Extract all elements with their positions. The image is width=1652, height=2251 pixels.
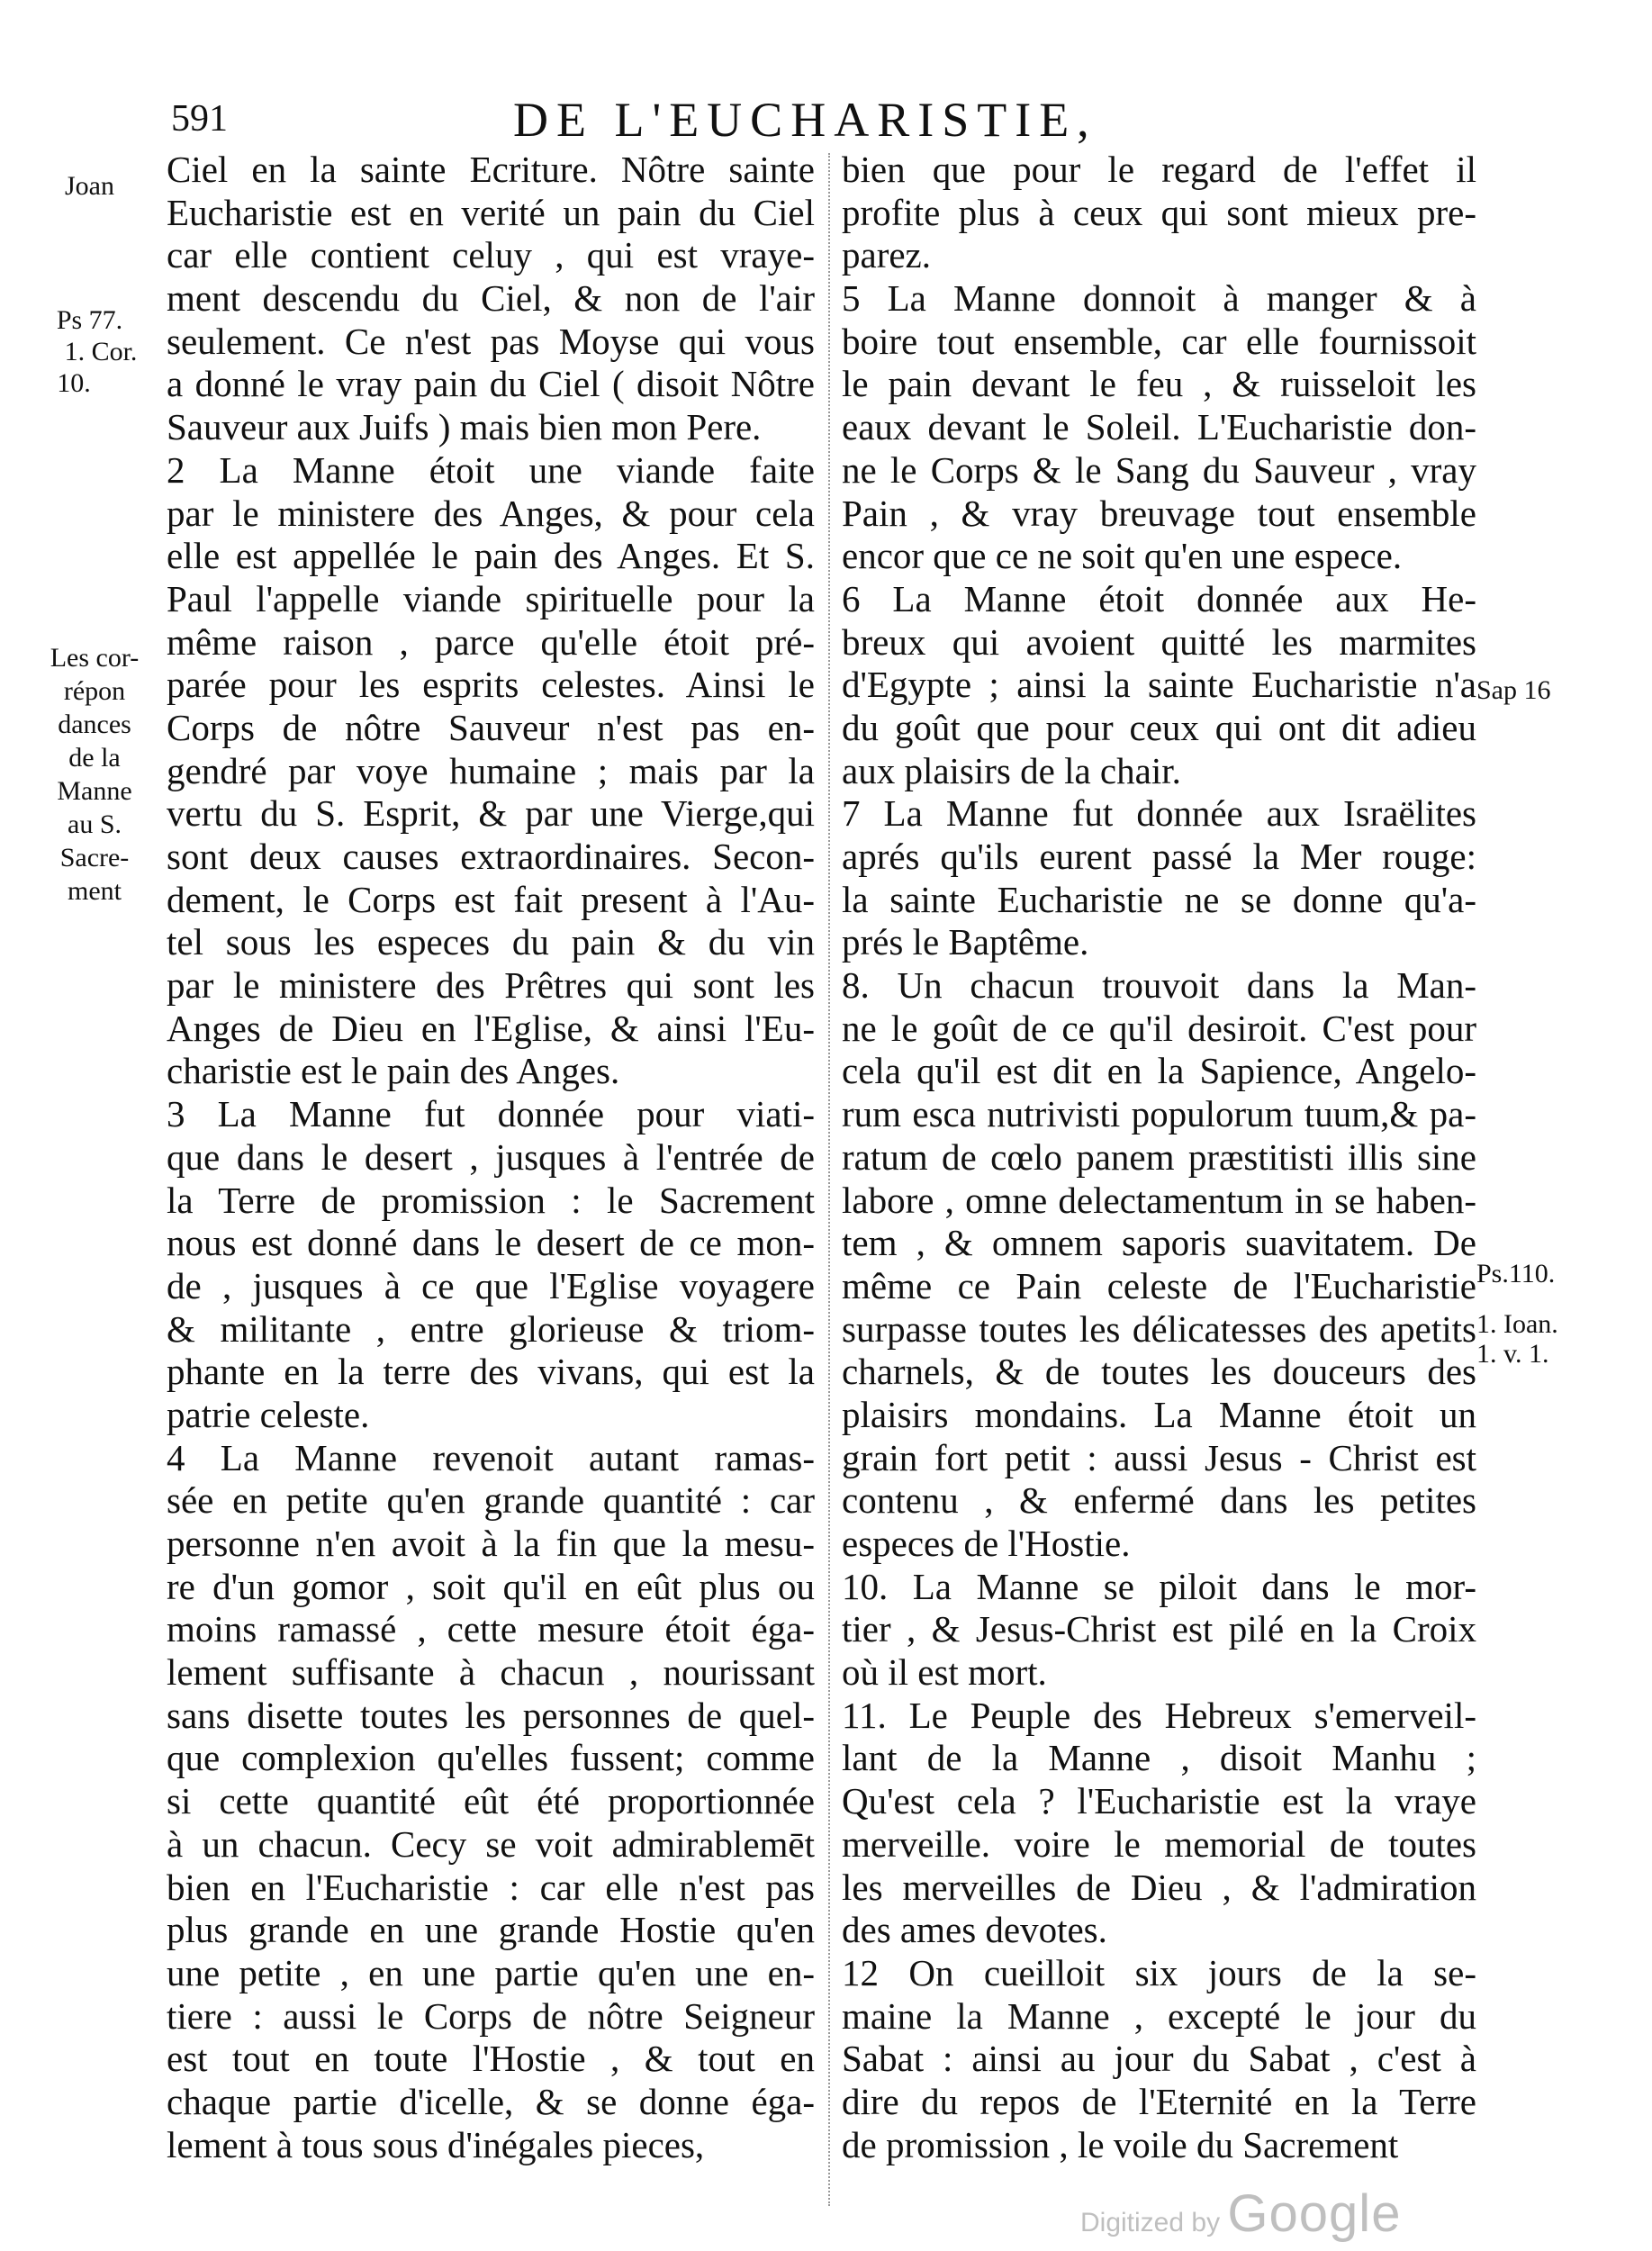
text-line: la sainte Eucharistie ne se donne qu'a- (842, 878, 1476, 920)
text-line: grain fort petit : aussi Jesus - Christ est (842, 1436, 1476, 1478)
text-line: une petite , en une partie qu'en une en- (167, 1951, 815, 1993)
text-line: plaisirs mondains. La Manne étoit un (842, 1393, 1476, 1435)
text-line: dire du repos de l'Eternité en la Terre (842, 2080, 1476, 2122)
text-line: breux qui avoient quitté les marmites (842, 620, 1476, 663)
text-line: patrie celeste. (167, 1393, 370, 1435)
text-line: Pain , & vray breuvage tout ensemble (842, 492, 1476, 534)
text-line: moins ramassé , cette mesure étoit éga- (167, 1608, 815, 1650)
text-line: merveille. voire le memorial de toutes (842, 1822, 1476, 1865)
text-line: même raison , parce qu'elle étoit pré- (167, 620, 815, 663)
text-line: bien en l'Eucharistie : car elle n'est pas (167, 1866, 815, 1908)
text-line: vertu du S. Esprit, & par une Vierge,qui (167, 792, 815, 835)
text-line: labore , omne delectamentum in se haben- (842, 1179, 1476, 1221)
watermark-brand: Google (1227, 2184, 1402, 2243)
margin-note-joan: Joan (65, 171, 114, 201)
margin-note-line: répon (63, 676, 126, 706)
text-line: cela qu'il est dit en la Sapience, Angelo- (842, 1050, 1476, 1092)
text-line: ment descendu du Ciel, & non de l'air (167, 277, 815, 320)
text-line: 10. La Manne se piloit dans le mor- (842, 1565, 1476, 1607)
text-line: 12 On cueilloit six jours de la se- (842, 1951, 1476, 1993)
text-line: charnels, & de toutes les douceurs des (842, 1351, 1476, 1393)
text-line: gendré par voye humaine ; mais par la (167, 749, 815, 791)
column-divider (828, 153, 830, 2206)
text-line: 2 La Manne étoit une viande faite (167, 448, 815, 491)
text-line: Qu'est cela ? l'Eucharistie est la vraye (842, 1780, 1476, 1822)
text-line: boire tout ensemble, car elle fournissoit (842, 320, 1476, 362)
text-line: par le ministere des Prêtres qui sont les (167, 964, 815, 1007)
margin-note-line: Les cor- (50, 643, 140, 673)
text-line: ne le Corps & le Sang du Sauveur , vray (842, 448, 1476, 491)
text-line: sont deux causes extraordinaires. Secon- (167, 836, 815, 877)
text-line: ratum de cœlo panem præstitisti illis sine (842, 1135, 1476, 1178)
left-text-column (167, 149, 815, 2166)
text-line: sée en petite qu'en grande quantité : car (167, 1479, 815, 1522)
text-line: 6 La Manne étoit donnée aux He- (842, 577, 1476, 619)
text-line: tier , & Jesus-Christ est pilé en la Croix (842, 1608, 1476, 1650)
text-line: prés le Baptême. (842, 921, 1089, 963)
text-line: même ce Pain celeste de l'Eucharistie (842, 1264, 1476, 1306)
text-line: encor que ce ne soit qu'en une espece. (842, 535, 1403, 577)
text-line: contenu , & enfermé dans les petites (842, 1479, 1476, 1522)
text-line: d'Egypte ; ainsi la sainte Eucharistie n'a (842, 664, 1476, 706)
margin-note-10: 10. (57, 368, 91, 398)
text-line: que dans le desert , jusques à l'entrée de (167, 1135, 815, 1178)
margin-note-1v1: 1. v. 1. (1476, 1339, 1549, 1369)
text-line: si cette quantité eût été proportionnée (167, 1780, 815, 1822)
text-line: nous est donné dans le desert de ce mon- (167, 1222, 815, 1264)
text-line: Eucharistie est en verité un pain du Ciel (167, 191, 815, 233)
text-line: est tout en toute l'Hostie , & tout en (167, 2038, 815, 2080)
text-line: 3 La Manne fut donnée pour viati- (167, 1093, 815, 1135)
text-line: plus grande en une grande Hostie qu'en (167, 1909, 815, 1951)
text-line: ne le goût de ce qu'il desiroit. C'est pour (842, 1007, 1476, 1049)
text-line: par le ministere des Anges, & pour cela (167, 492, 815, 534)
text-line: 4 La Manne revenoit autant ramas- (167, 1436, 815, 1478)
watermark-prefix: Digitized by (1080, 2208, 1221, 2237)
margin-note-line: de la (68, 743, 121, 773)
margin-note-line: au S. (68, 809, 122, 839)
running-title: DE L'EUCHARISTIE, (513, 93, 1097, 147)
margin-note-line: ment (68, 876, 122, 906)
text-line: Corps de nôtre Sauveur n'est pas en- (167, 706, 815, 748)
text-line: tem , & omnem saporis suavitatem. De (842, 1222, 1476, 1264)
text-line: phante en la terre des vivans, qui est la (167, 1351, 815, 1393)
text-line: Anges de Dieu en l'Eglise, & ainsi l'Eu- (167, 1007, 815, 1049)
margin-note-line: dances (58, 710, 131, 739)
page-number: 591 (171, 98, 228, 140)
text-line: des ames devotes. (842, 1909, 1107, 1951)
text-line: sans disette toutes les personnes de quel- (167, 1694, 815, 1736)
text-line: le pain devant le feu , & ruisseloit les (842, 363, 1476, 405)
text-line: aprés qu'ils eurent passé la Mer rouge: (842, 836, 1476, 877)
text-line: surpasse toutes les délicatesses des apetits (842, 1307, 1476, 1350)
text-line: 5 La Manne donnoit à manger & à (842, 277, 1476, 320)
text-line: tel sous les especes du pain & du vin (167, 921, 815, 963)
page-header (171, 93, 1494, 151)
text-line: rum esca nutrivisti populorum tuum,& pa- (842, 1093, 1476, 1135)
text-line: car elle contient celuy , qui est vraye- (167, 234, 815, 276)
text-line: la Terre de promission : le Sacrement (167, 1179, 815, 1221)
text-line: parée pour les esprits celestes. Ainsi le (167, 664, 815, 706)
text-line: parez. (842, 234, 931, 276)
text-line: eaux devant le Soleil. L'Eucharistie don- (842, 406, 1476, 448)
text-line: profite plus à ceux qui sont mieux pre- (842, 191, 1476, 233)
text-line: Sabat : ainsi au jour du Sabat , c'est à (842, 2038, 1476, 2080)
text-line: dement, le Corps est fait present à l'Au- (167, 878, 815, 920)
text-line: a donné le vray pain du Ciel ( disoit Nôtre (167, 363, 815, 405)
text-line: personne n'en avoit à la fin que la mesu- (167, 1523, 815, 1564)
text-line: re d'un gomor , soit qu'il en eût plus ou (167, 1565, 815, 1607)
text-line: 11. Le Peuple des Hebreux s'emerveil- (842, 1694, 1476, 1736)
text-line: tiere : aussi le Corps de nôtre Seigneur (167, 1994, 815, 2037)
text-line: chaque partie d'icelle, & se donne éga- (167, 2080, 815, 2122)
text-line: aux plaisirs de la chair. (842, 749, 1181, 791)
text-line: Paul l'appelle viande spirituelle pour la (167, 577, 815, 619)
text-line: lement suffisante à chacun , nourissant (167, 1651, 815, 1694)
text-line: elle est appellée le pain des Anges. Et S. (167, 535, 815, 577)
margin-note-correspondances (36, 641, 153, 908)
text-line: 8. Un chacun trouvoit dans la Man- (842, 964, 1476, 1007)
text-line: où il est mort. (842, 1651, 1047, 1694)
margin-note-ps110: Ps.110. (1476, 1259, 1556, 1288)
margin-note-line: Sacre- (59, 843, 130, 872)
text-line: à un chacun. Cecy se voit admirablemēt (167, 1822, 815, 1865)
text-line: especes de l'Hostie. (842, 1523, 1131, 1564)
margin-note-ps77: Ps 77. (56, 305, 123, 335)
digitized-watermark (1080, 2183, 1401, 2244)
text-line: seulement. Ce n'est pas Moyse qui vous (167, 320, 815, 362)
text-line: les merveilles de Dieu , & l'admiration (842, 1866, 1476, 1908)
text-line: lement à tous sous d'inégales pieces, (167, 2123, 705, 2165)
text-line: maine la Manne , excepté le jour du (842, 1994, 1476, 2037)
text-line: lant de la Manne , disoit Manhu ; (842, 1737, 1476, 1779)
text-line: Ciel en la sainte Ecriture. Nôtre sainte (167, 149, 815, 190)
text-line: charistie est le pain des Anges. (167, 1050, 620, 1092)
text-line: 7 La Manne fut donnée aux Israëlites (842, 792, 1476, 835)
margin-note-sap: Sap 16 (1476, 675, 1551, 705)
text-line: du goût que pour ceux qui ont dit adieu (842, 706, 1476, 748)
text-line: & militante , entre glorieuse & triom- (167, 1307, 815, 1350)
text-line: que complexion qu'elles fussent; comme (167, 1737, 815, 1779)
margin-note-1cor: 1. Cor. (64, 337, 138, 366)
text-line: Sauveur aux Juifs ) mais bien mon Pere. (167, 406, 762, 448)
text-line: bien que pour le regard de l'effet il (842, 149, 1476, 190)
margin-note-line: Manne (57, 776, 132, 806)
margin-note-1ioan: 1. Ioan. (1476, 1309, 1558, 1339)
text-line: de , jusques à ce que l'Eglise voyagere (167, 1264, 815, 1306)
right-text-column (842, 149, 1476, 2166)
text-line: de promission , le voile du Sacrement (842, 2123, 1399, 2165)
